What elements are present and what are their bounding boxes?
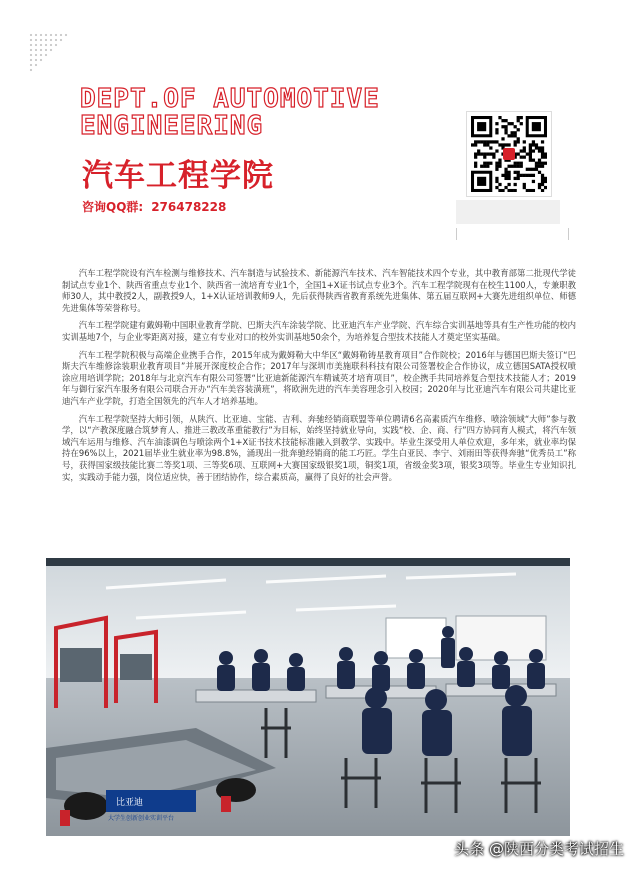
paragraph: 汽车工程学院建有戴姆勒中国职业教育学院、巴斯夫汽车涂装学院、比亚迪汽车产业学院、汽车综合实训基地等具有生产性功能的校内实训基地7个，与企业零距离对接，建立有专业对口的校外实训基地50余个，为培养复合型技术技能人才奠定坚实基础。 (62, 320, 576, 342)
qr-code-icon (471, 116, 547, 192)
watermark: 头条 @陕西分类考试招生 (454, 840, 624, 858)
qq-label: 咨询QQ群: (82, 200, 144, 214)
divider (456, 228, 457, 240)
dotted-triangle-decoration (28, 32, 68, 72)
paragraph: 汽车工程学院积极与高端企业携手合作，2015年成为戴姆勒大中华区“戴姆勒铸星教育项目”合作院校；2016年与德国巴斯夫签订“巴斯夫汽车维修涂装职业教育项目”并展开深度校企合作；2017年与深圳市美施联科科技有限公司签署校企合作协议，成立德国SATA授权喷涂应用培训学院；2018年与北京汽车有限公司签署“比亚迪新能源汽车精诚英才培育项目”，校企携手共同培养复合型技术技能人才；2019年与御行家汽车服务有限公司联合开办“汽车美容装潢班”，将欧洲先进的汽车美容理念引入校园；2020年与比亚迪汽车有限公司共建比亚迪汽车产业学院，打造全国领先的汽车人才培养基地。 (62, 349, 576, 406)
qr-code (466, 111, 552, 197)
divider (568, 228, 569, 240)
car-logo-text: 比亚迪 (116, 798, 144, 808)
paragraph: 汽车工程学院设有汽车检测与维修技术、汽车制造与试验技术、新能源汽车技术、汽车智能技术四个专业，其中教育部第二批现代学徒制试点专业1个、陕西省重点专业1个、陕西省一流培育专业1个，全国1+X证书试点专业3个。汽车工程学院现有在校生1100人，专兼职教师30人，其中教授2人，副教授9人，1+X认证培训教师9人，先后获得陕西省教育系统先进集体、第五届互联网+大赛先进组织单位、师德先进集体等荣誉称号。 (62, 268, 576, 313)
qq-group (82, 198, 226, 215)
car-subtext: 大学生创新创业实训平台 (108, 815, 175, 822)
classroom-illustration (46, 558, 570, 836)
qr-caption-strip (456, 200, 560, 224)
title-english: DEPT.OF AUTOMOTIVE ENGINEERING (80, 84, 380, 141)
classroom-photo (46, 558, 570, 836)
qq-number: 276478228 (151, 200, 227, 214)
paragraph: 汽车工程学院坚持大师引领，从陕汽、比亚迪、宝能、吉利、奔驰经销商联盟等单位聘请6名高素质汽车维修、喷涂领域“大师”参与教学，以“产教深度融合筑梦育人、推进三教改革重能教行”为目标，始终坚持就业导向，实践“校、企、商、行”四方协同育人模式，将汽车领域汽车运用与维修、汽车油漆调色与喷涂两个1+X证书技术技能标准融入到教学、实践中。毕业生深受用人单位欢迎，多年来，就业率均保持在96%以上，2021届毕业生就业率为98.8%，涌现出一批奔驰经销商的能工巧匠。学生白亚民、李宁、刘雨田等获得奔驰“优秀员工”称号，获得国家级技能比赛二等奖1项、三等奖6项、互联网+大赛国家级银奖1项，铜奖1项，省级金奖3项，银奖3项等。毕业生专业知识扎实，实践动手能力强，岗位适应快，善于团结协作，综合素质高，赢得了良好的社会声誉。 (62, 413, 576, 482)
title-chinese: 汽车工程学院 (82, 158, 274, 194)
body-text (62, 268, 576, 489)
